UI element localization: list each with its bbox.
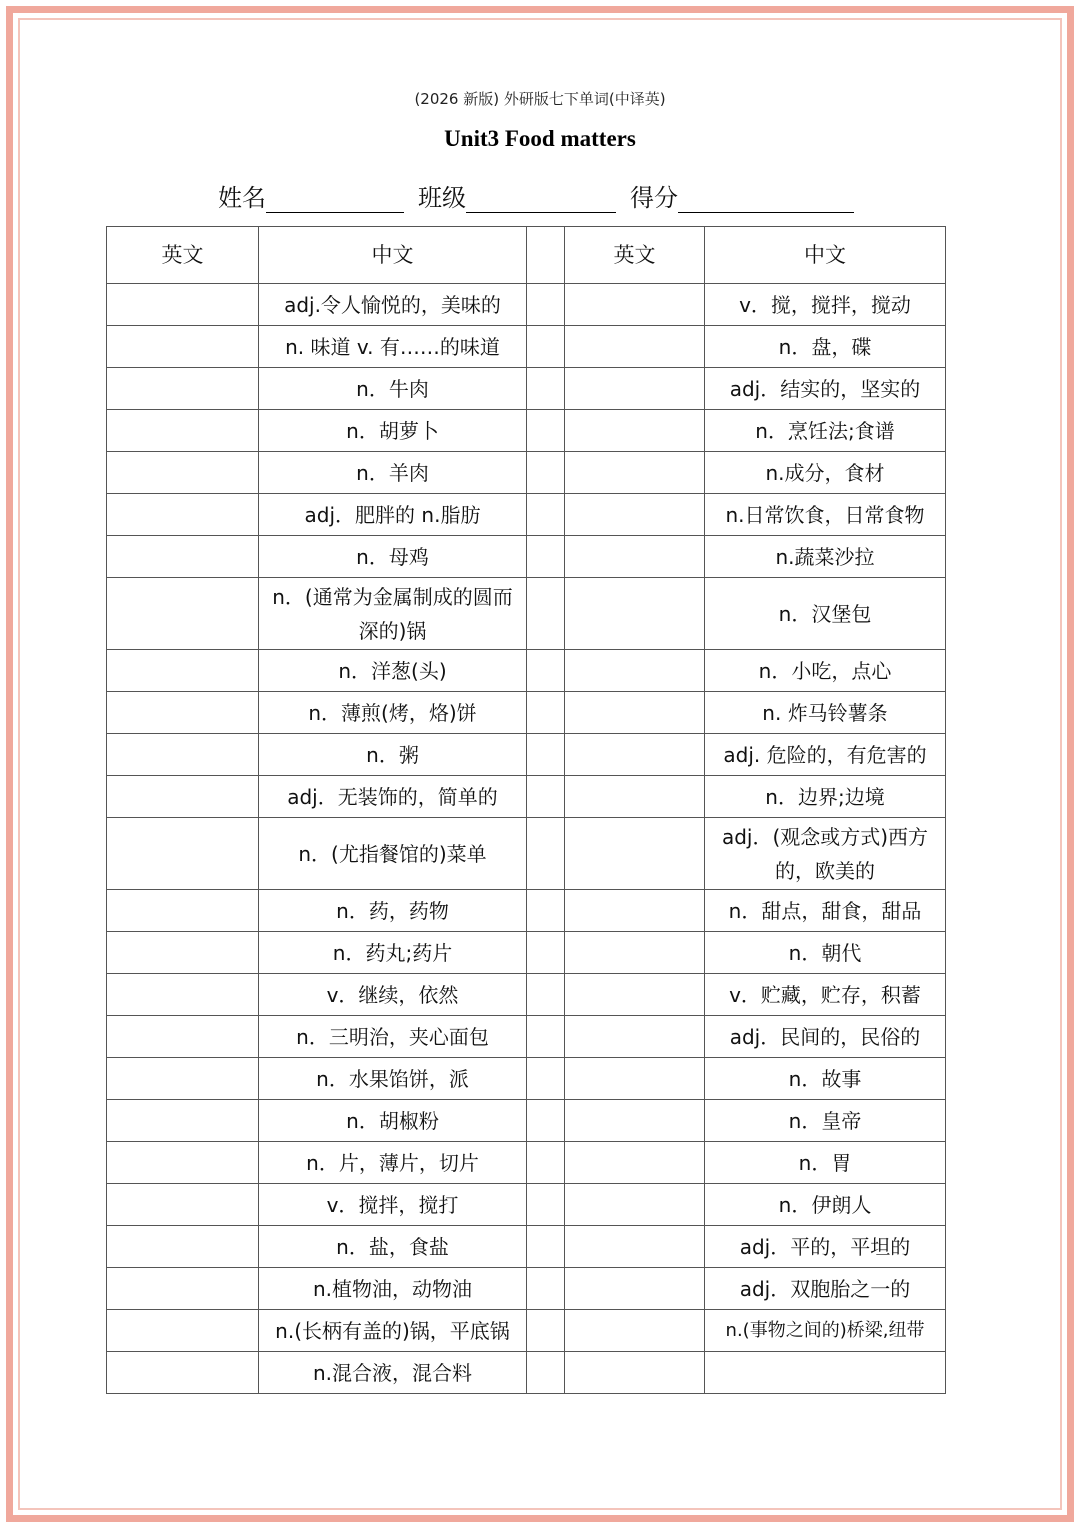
english-answer-cell-right[interactable]: [565, 410, 705, 452]
table-row: [107, 326, 946, 368]
column-gap-cell: [527, 1184, 565, 1226]
worksheet-title: Unit3 Food matters: [444, 126, 636, 151]
column-gap-cell: [527, 734, 565, 776]
column-gap-cell: [527, 578, 565, 650]
chinese-meaning-left: n．三明治，夹心面包: [259, 1016, 527, 1058]
english-answer-cell-left[interactable]: [107, 326, 259, 368]
chinese-meaning-right: n．盘，碟: [705, 326, 946, 368]
english-answer-cell-left[interactable]: [107, 932, 259, 974]
table-row: [107, 410, 946, 452]
chinese-meaning-left: v．搅拌，搅打: [259, 1184, 527, 1226]
english-answer-cell-left[interactable]: [107, 1310, 259, 1352]
chinese-meaning-left: n．水果馅饼，派: [259, 1058, 527, 1100]
chinese-meaning-left: n．片，薄片，切片: [259, 1142, 527, 1184]
english-answer-cell-left[interactable]: [107, 1352, 259, 1394]
name-blank[interactable]: [266, 182, 404, 213]
column-gap-cell: [527, 452, 565, 494]
table-row: [107, 1226, 946, 1268]
english-answer-cell-left[interactable]: [107, 734, 259, 776]
chinese-meaning-left: adj．无装饰的，简单的: [259, 776, 527, 818]
header-english-left: 英文: [107, 227, 259, 284]
table-row: [107, 536, 946, 578]
column-gap-cell: [527, 890, 565, 932]
column-gap-cell: [527, 1268, 565, 1310]
table-row: [107, 1142, 946, 1184]
score-label: 得分: [630, 184, 678, 212]
chinese-meaning-left: n．洋葱(头): [259, 650, 527, 692]
english-answer-cell-right[interactable]: [565, 818, 705, 890]
chinese-meaning-right: [705, 1352, 946, 1394]
chinese-meaning-left: adj.令人愉悦的，美味的: [259, 284, 527, 326]
english-answer-cell-right[interactable]: [565, 494, 705, 536]
chinese-meaning-left: n.(长柄有盖的)锅，平底锅: [259, 1310, 527, 1352]
chinese-meaning-right: n.蔬菜沙拉: [705, 536, 946, 578]
chinese-meaning-right: n．故事: [705, 1058, 946, 1100]
chinese-meaning-left: n．盐，食盐: [259, 1226, 527, 1268]
table-row: [107, 284, 946, 326]
chinese-meaning-left: n．(尤指餐馆的)菜单: [259, 818, 527, 890]
table-row: [107, 974, 946, 1016]
english-answer-cell-left[interactable]: [107, 692, 259, 734]
english-answer-cell-left[interactable]: [107, 776, 259, 818]
english-answer-cell-right[interactable]: [565, 692, 705, 734]
english-answer-cell-right[interactable]: [565, 326, 705, 368]
chinese-meaning-left: n.混合液，混合料: [259, 1352, 527, 1394]
chinese-meaning-left: n．胡萝卜: [259, 410, 527, 452]
english-answer-cell-right[interactable]: [565, 1016, 705, 1058]
table-row: [107, 734, 946, 776]
chinese-meaning-left: adj．肥胖的 n.脂肪: [259, 494, 527, 536]
header-english-right: 英文: [565, 227, 705, 284]
chinese-meaning-left: n.植物油，动物油: [259, 1268, 527, 1310]
column-gap-cell: [527, 1016, 565, 1058]
table-row: [107, 368, 946, 410]
chinese-meaning-right: v．搅，搅拌，搅动: [705, 284, 946, 326]
chinese-meaning-right: adj．平的，平坦的: [705, 1226, 946, 1268]
chinese-meaning-left: n．(通常为金属制成的圆而深的)锅: [259, 578, 527, 650]
english-answer-cell-left[interactable]: [107, 410, 259, 452]
name-label: 姓名: [218, 184, 266, 212]
column-gap-cell: [527, 1100, 565, 1142]
english-answer-cell-left[interactable]: [107, 1184, 259, 1226]
english-answer-cell-right[interactable]: [565, 536, 705, 578]
student-info-line: [218, 178, 878, 213]
table-row: [107, 1352, 946, 1394]
english-answer-cell-right[interactable]: [565, 1058, 705, 1100]
header-chinese-right: 中文: [705, 227, 946, 284]
chinese-meaning-right: n．伊朗人: [705, 1184, 946, 1226]
column-gap-cell: [527, 1310, 565, 1352]
english-answer-cell-left[interactable]: [107, 890, 259, 932]
column-gap-cell: [527, 818, 565, 890]
english-answer-cell-right[interactable]: [565, 734, 705, 776]
chinese-meaning-right: adj. 危险的，有危害的: [705, 734, 946, 776]
table-row: [107, 932, 946, 974]
english-answer-cell-left[interactable]: [107, 1058, 259, 1100]
chinese-meaning-right: n．小吃，点心: [705, 650, 946, 692]
chinese-meaning-right: adj．结实的，坚实的: [705, 368, 946, 410]
chinese-meaning-left: n．牛肉: [259, 368, 527, 410]
english-answer-cell-left[interactable]: [107, 1016, 259, 1058]
vocabulary-rows: [107, 284, 946, 1394]
english-answer-cell-left[interactable]: [107, 452, 259, 494]
chinese-meaning-left: n．胡椒粉: [259, 1100, 527, 1142]
chinese-meaning-right: adj．民间的，民俗的: [705, 1016, 946, 1058]
table-row: [107, 1310, 946, 1352]
english-answer-cell-right[interactable]: [565, 650, 705, 692]
english-answer-cell-right[interactable]: [565, 974, 705, 1016]
chinese-meaning-right: adj．双胞胎之一的: [705, 1268, 946, 1310]
column-gap: [527, 227, 565, 284]
chinese-meaning-left: n．羊肉: [259, 452, 527, 494]
english-answer-cell-left[interactable]: [107, 650, 259, 692]
table-row: [107, 1058, 946, 1100]
column-gap-cell: [527, 410, 565, 452]
chinese-meaning-right: n.日常饮食，日常食物: [705, 494, 946, 536]
chinese-meaning-right: v．贮藏，贮存，积蓄: [705, 974, 946, 1016]
table-row: [107, 1268, 946, 1310]
chinese-meaning-left: n. 味道 v. 有……的味道: [259, 326, 527, 368]
column-gap-cell: [527, 284, 565, 326]
english-answer-cell-right[interactable]: [565, 932, 705, 974]
column-gap-cell: [527, 536, 565, 578]
score-blank[interactable]: [678, 182, 854, 213]
english-answer-cell-left[interactable]: [107, 578, 259, 650]
table-row: [107, 890, 946, 932]
header-chinese-left: 中文: [259, 227, 527, 284]
english-answer-cell-right[interactable]: [565, 1352, 705, 1394]
chinese-meaning-right: adj．(观念或方式)西方的，欧美的: [705, 818, 946, 890]
table-row: [107, 650, 946, 692]
chinese-meaning-left: n．药丸;药片: [259, 932, 527, 974]
english-answer-cell-right[interactable]: [565, 1100, 705, 1142]
english-answer-cell-left[interactable]: [107, 1100, 259, 1142]
column-gap-cell: [527, 1352, 565, 1394]
chinese-meaning-left: v．继续，依然: [259, 974, 527, 1016]
column-gap-cell: [527, 326, 565, 368]
table-row: [107, 1100, 946, 1142]
table-row: [107, 818, 946, 890]
english-answer-cell-right[interactable]: [565, 368, 705, 410]
vocabulary-table: [106, 226, 946, 1394]
table-row: [107, 1016, 946, 1058]
english-answer-cell-left[interactable]: [107, 284, 259, 326]
column-gap-cell: [527, 1142, 565, 1184]
chinese-meaning-right: n．胃: [705, 1142, 946, 1184]
chinese-meaning-right: n．汉堡包: [705, 578, 946, 650]
english-answer-cell-right[interactable]: [565, 452, 705, 494]
chinese-meaning-left: n．薄煎(烤，烙)饼: [259, 692, 527, 734]
english-answer-cell-right[interactable]: [565, 890, 705, 932]
english-answer-cell-right[interactable]: [565, 1226, 705, 1268]
english-answer-cell-right[interactable]: [565, 1142, 705, 1184]
chinese-meaning-right: n.成分，食材: [705, 452, 946, 494]
class-label: 班级: [418, 184, 466, 212]
chinese-meaning-left: n．药，药物: [259, 890, 527, 932]
column-gap-cell: [527, 494, 565, 536]
english-answer-cell-left[interactable]: [107, 974, 259, 1016]
english-answer-cell-right[interactable]: [565, 1268, 705, 1310]
english-answer-cell-right[interactable]: [565, 1184, 705, 1226]
english-answer-cell-left[interactable]: [107, 494, 259, 536]
english-answer-cell-left[interactable]: [107, 1142, 259, 1184]
english-answer-cell-left[interactable]: [107, 536, 259, 578]
english-answer-cell-right[interactable]: [565, 578, 705, 650]
english-answer-cell-right[interactable]: [565, 284, 705, 326]
english-answer-cell-left[interactable]: [107, 368, 259, 410]
column-gap-cell: [527, 650, 565, 692]
chinese-meaning-right: n．朝代: [705, 932, 946, 974]
column-gap-cell: [527, 974, 565, 1016]
class-blank[interactable]: [466, 182, 616, 213]
table-row: [107, 1184, 946, 1226]
english-answer-cell-left[interactable]: [107, 818, 259, 890]
chinese-meaning-left: n．母鸡: [259, 536, 527, 578]
column-gap-cell: [527, 1226, 565, 1268]
chinese-meaning-right: n. 炸马铃薯条: [705, 692, 946, 734]
english-answer-cell-left[interactable]: [107, 1268, 259, 1310]
column-gap-cell: [527, 368, 565, 410]
english-answer-cell-right[interactable]: [565, 776, 705, 818]
table-row: [107, 578, 946, 650]
worksheet-subtitle: (2026 新版) 外研版七下单词(中译英): [414, 90, 666, 108]
chinese-meaning-right: n．边界;边境: [705, 776, 946, 818]
english-answer-cell-left[interactable]: [107, 1226, 259, 1268]
table-row: [107, 776, 946, 818]
table-row: [107, 494, 946, 536]
column-gap-cell: [527, 692, 565, 734]
chinese-meaning-right: n．烹饪法;食谱: [705, 410, 946, 452]
column-gap-cell: [527, 932, 565, 974]
chinese-meaning-right: n．甜点，甜食，甜品: [705, 890, 946, 932]
chinese-meaning-right: n.(事物之间的)桥梁,纽带: [705, 1310, 946, 1352]
english-answer-cell-right[interactable]: [565, 1310, 705, 1352]
chinese-meaning-left: n．粥: [259, 734, 527, 776]
column-gap-cell: [527, 1058, 565, 1100]
table-row: [107, 692, 946, 734]
chinese-meaning-right: n．皇帝: [705, 1100, 946, 1142]
column-gap-cell: [527, 776, 565, 818]
table-row: [107, 452, 946, 494]
